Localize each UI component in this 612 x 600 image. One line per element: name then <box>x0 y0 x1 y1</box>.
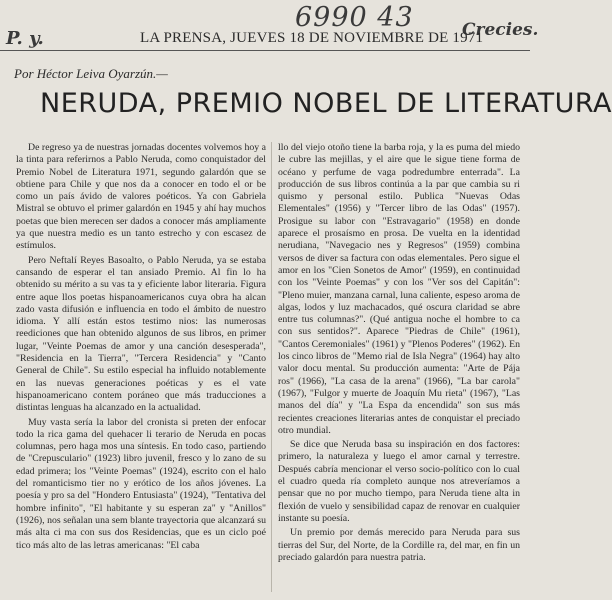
right-paragraph-3: Un premio por demás merecido para Neruda para sus tierras del Sur, del Norte, de la Cordille ra, del mar, en fin un preciado galardón para nuestra patria. <box>278 527 520 563</box>
article-byline: Por Héctor Leiva Oyarzún.— <box>14 66 168 81</box>
column-divider <box>271 142 272 592</box>
left-paragraph-2: Pero Neftalí Reyes Basoalto, o Pablo Neruda, ya se estaba cansando de esperar el tan ansiado Premio. Al fin lo ha obtenido su mérito a su vas ta y eficiente labor literaria. Figura entre aque llos poetas hispanoamericanos cuya obra ha alcan zado vasta difusión e influencia en todo el ámbito de nuestro idioma. Y allí están estos testimo nios: las numerosas reediciones que han obtenido algunos de sus libros, en primer lugar, "Veinte Poemas de amor y una canción desesperada", "Residencia en la Tierra", "Tercera Residencia" y "Canto General de Chile". Su estilo especial ha influido notablemente en las nuevas generaciones poéticas y es el vate hispanoamericano contem poráneo que más traducciones a distintas lenguas ha alcanzado en la actualidad. <box>16 254 266 414</box>
handwritten-note: Crecies. <box>462 20 539 40</box>
masthead-rule <box>0 50 530 51</box>
newspaper-masthead: LA PRENSA, JUEVES 18 DE NOVIEMBRE DE 1971 <box>140 30 484 46</box>
article-left-column <box>16 142 266 597</box>
handwritten-initials: P. y. <box>6 28 44 49</box>
left-paragraph-3: Muy vasta sería la labor del cronista si preten der enfocar todo la rica gama del quehacer li terario de Neruda en pocas columnas, pero haga mos una síntesis. En todo caso, partiendo de "Crepusculario" (1923) libro juvenil, fresco y lo zano de su edad primera; los "Veinte Poemas" (1924), escrito con el halo del romanticismo tier no y erótico de los años jóvenes. La poesía y pro sa del "Hondero Entusiasta" (1924), "Tentativa del hombre infinito", "El habitante y su esperan za" y "Anillos" (1926), nos señalan una sem blante trayectoria que alcanzará su más alta ci ma con sus dos Residencias, que es un ciclo poé tico más alto de las letras americanas: "El caba <box>16 416 266 551</box>
handwritten-archive-code: 6990 43 <box>295 2 414 33</box>
left-paragraph-1: De regreso ya de nuestras jornadas docentes volvemos hoy a la tinta para referirnos a Pablo Neruda, como conquistador del Premio Nobel de Literatura 1971, segundo galardón que se obtiene para Chile y que nos da a conocer en todo el or be como un país ávido de valores poéticos. Ya con Gabriela Mistral se obtuvo el primer galardón en 1945 y ahí hay muchos poetas que bien merecen ser dados a conocer más ampliamente ya que nuestra medio es un tanto estrecho y con escasez de estímulos. <box>16 142 266 252</box>
right-paragraph-2: Se dice que Neruda basa su inspiración en dos factores: primero, la naturaleza y luego el amor carnal y terrestre. Después cabría mencionar el verso socio-político con lo cual el cuadro queda ría completo aunque nos atreveríamos a pensar que no por mucho tiempo, para Neruda tiene alta in flexión de vuelo y sensibilidad capaz de renovar en cualquier instante su poesía. <box>278 439 520 524</box>
right-paragraph-1: llo del viejo otoño tiene la barba roja, y la es puma del miedo le cubre las mejillas, y el aire que le sigue tiene forma de océano y perfume de vaga podredumbre enterrada". La producción de sus libros continúa a la par que cambia su ri quismo y personal estilo. Publica "Nuevas Odas Elementales" (1956) y "Tercer libro de las Odas" (1957). Prosigue su labor con "Estravagario" (1958) en donde aparece el prosaísmo en prosa. De vuelta en la identidad nerudiana, "Navegacio nes y Regresos" (1959) combina versos de diver sa factura con odas elementales. Pero sigue el amor en los "Cien Sonetos de Amor" (1959), en continuidad con los "Veinte Poemas" y con los "Ver sos del Capitán": "Pleno muier, manzana carnal, luna caliente, espeso aroma de algas, lodos y luz machacados, qué oscura claridad se abre entre tus columnas?". (Qué antigua noche el hombre to ca con sus sentidos?". Aparece "Piedras de Chile" (1961), "Cantos Ceremoniales" (1961) y "Plenos Poderes" (1962). En los cinco libros de "Memo rial de Isla Negra" (1964) hay alto valor docu mental. Su producción aumenta: "Arte de Pája ros" (1966), "La casa de la arena" (1966), "La bar carola" (1967), "Fulgor y muerte de Joaquín Mu rieta" (1967), "Las manos del día" y "La Espa da encendida" son sus más recientes creaciones literarias antes de conquistar el preciado otro mundial. <box>278 142 520 436</box>
article-headline: NERUDA, PREMIO NOBEL DE LITERATURA <box>40 88 612 119</box>
article-right-column <box>278 142 520 597</box>
